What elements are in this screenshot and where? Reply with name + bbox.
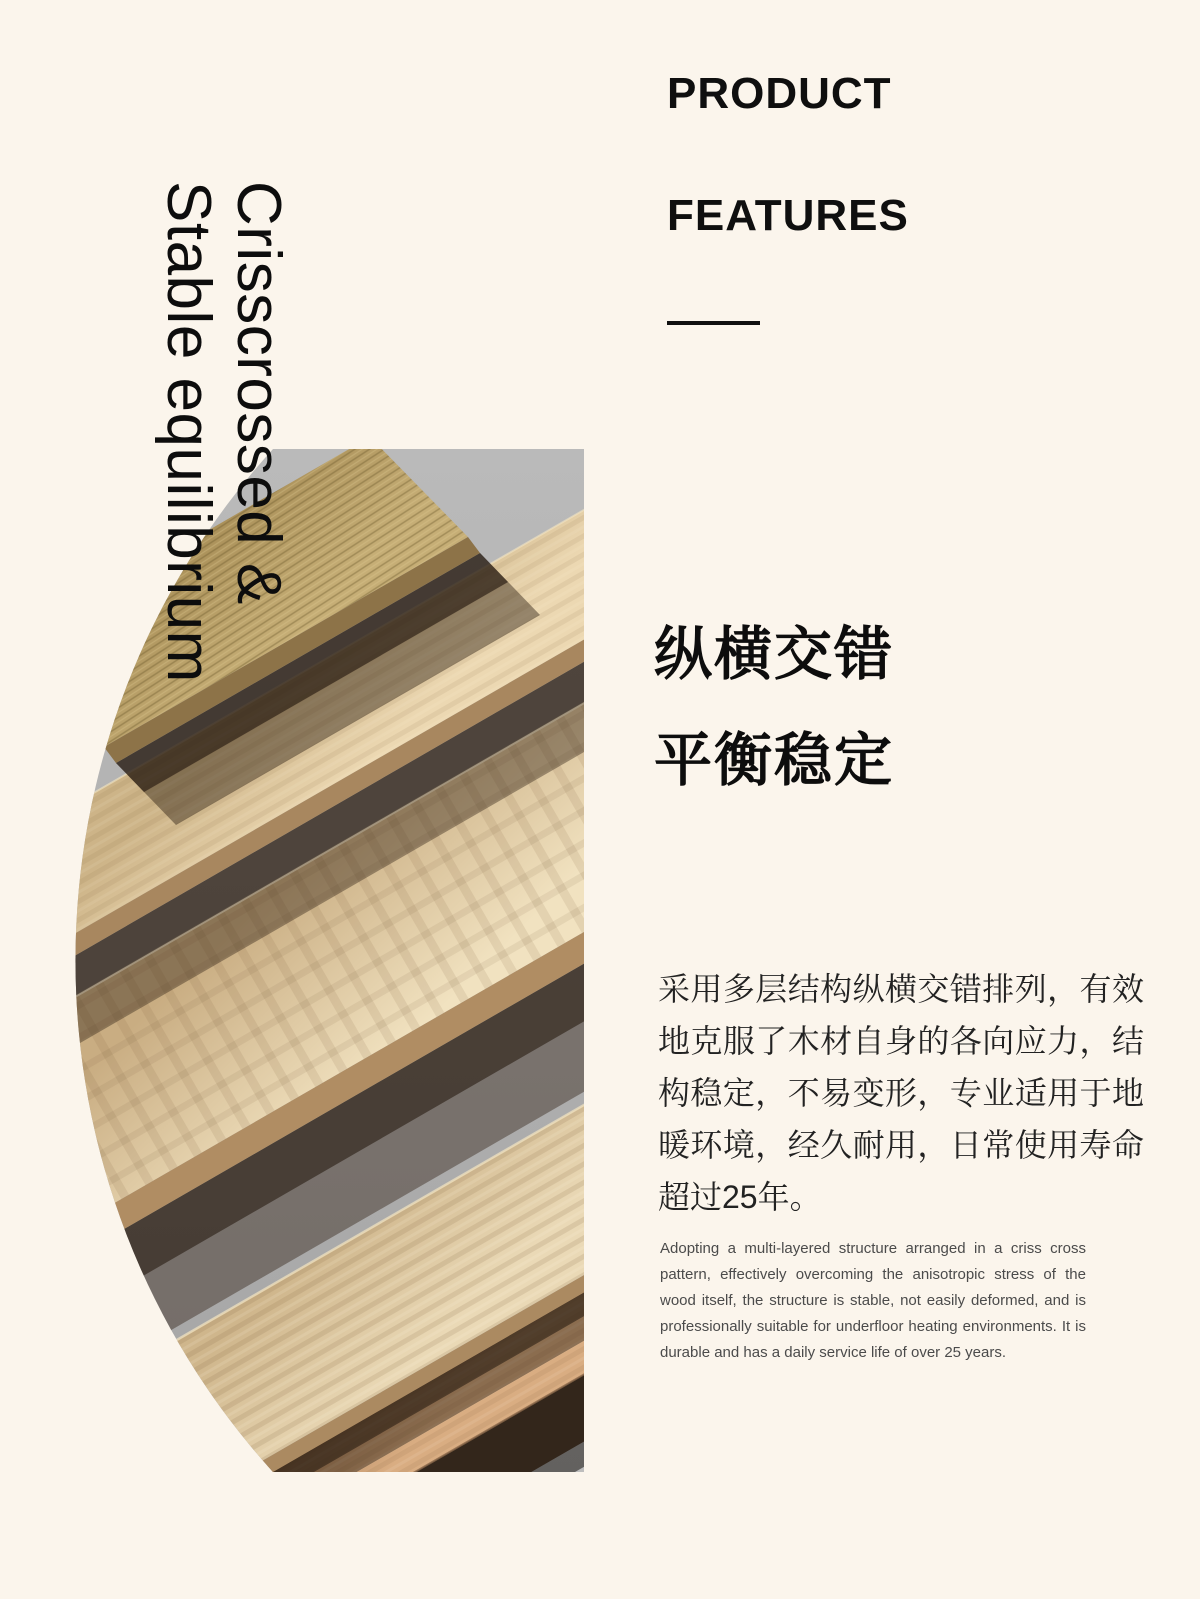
- vertical-title: [153, 181, 293, 683]
- body-paragraph-en: Adopting a multi-layered structure arranged in a criss cross pattern, effectively overcoming the anisotropic stress of the wood itself, the structure is stable, not easily deformed, and is professionally suitable for underfloor heating environments. It is durable and has a daily service life of over 25 years.: [660, 1240, 1086, 1361]
- vertical-title-line1: Crisscrossed &: [224, 181, 293, 605]
- vertical-title-line2: Stable equilibrium: [154, 181, 223, 683]
- headline-cn: [654, 624, 894, 792]
- body-paragraph-cn: 采用多层结构纵横交错排列，有效地克服了木材自身的各向应力，结构稳定，不易变形，专业适用于地暖环境，经久耐用，日常使用寿命超过25年。: [658, 971, 1144, 1215]
- eyebrow-line2: FEATURES: [667, 191, 909, 240]
- headline-cn-line2: 平衡稳定: [654, 728, 895, 793]
- section-eyebrow: [667, 69, 909, 240]
- headline-cn-line1: 纵横交错: [654, 622, 895, 687]
- eyebrow-line1: PRODUCT: [667, 69, 892, 118]
- divider-line: [667, 321, 760, 325]
